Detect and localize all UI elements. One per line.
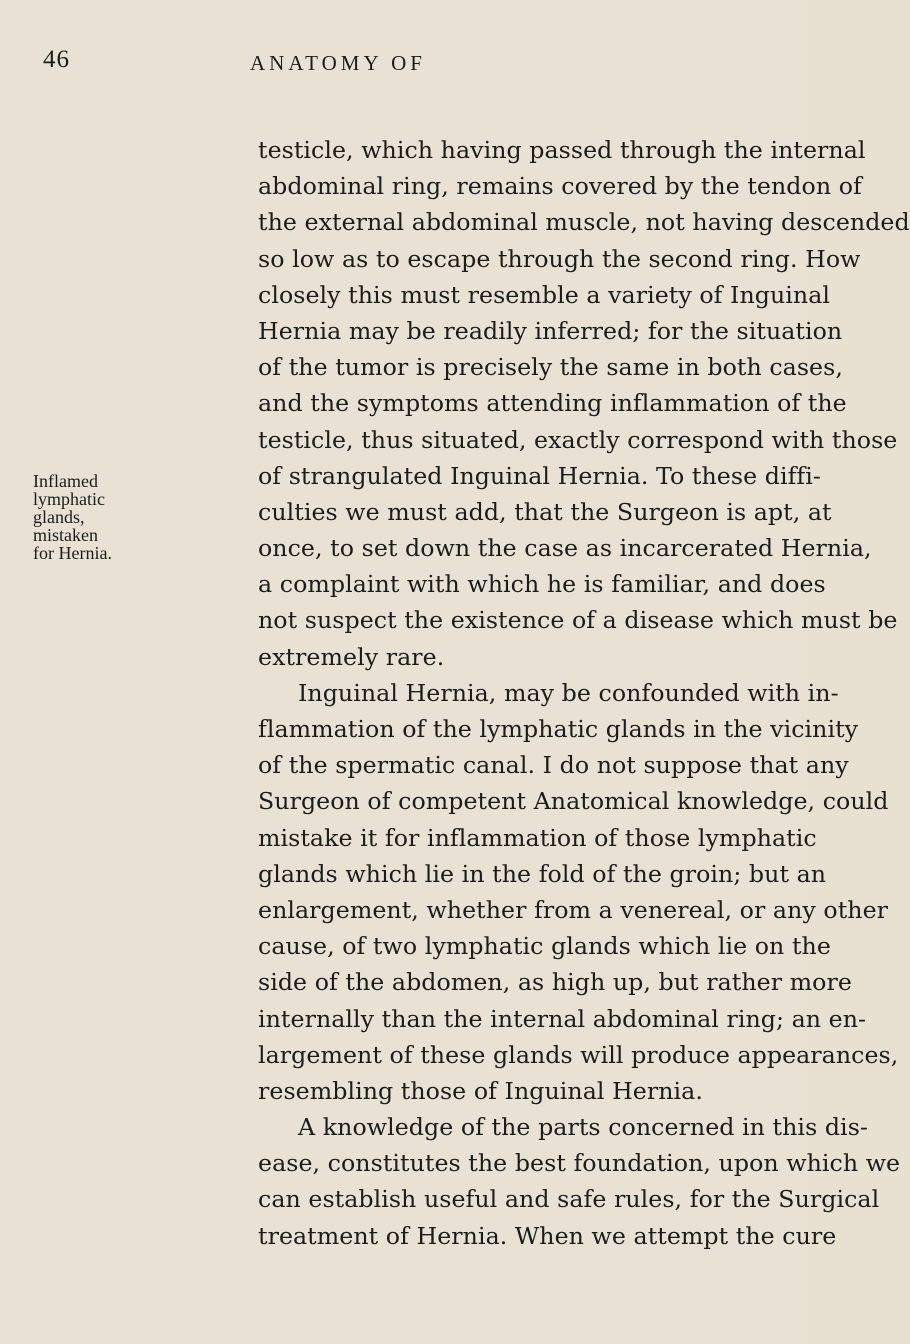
text-line: of the tumor is precisely the same in both cases,	[258, 353, 843, 382]
text-line: side of the abdomen, as high up, but rather more	[258, 968, 852, 997]
text-line: Inguinal Hernia, may be confounded with in-	[298, 678, 839, 707]
text-line: testicle, which having passed through the internal	[258, 136, 866, 164]
text-line: abdominal ring, remains covered by the tendon of	[258, 172, 862, 201]
text-line: and the symptoms attending inflammation of the	[258, 389, 847, 418]
margin-note-line: lymphatic	[33, 489, 105, 509]
text-line: Hernia may be readily inferred; for the situation	[258, 316, 843, 345]
text-line: can establish useful and safe rules, for the Surgical	[258, 1185, 880, 1214]
margin-note	[33, 472, 233, 562]
text-line: glands which lie in the fold of the groin; but an	[258, 859, 827, 888]
text-line: so low as to escape through the second ring. How	[258, 244, 861, 273]
text-line: once, to set down the case as incarcerated Hernia,	[258, 534, 872, 563]
body-text	[258, 132, 910, 1254]
text-line: testicle, thus situated, exactly correspond with those	[258, 425, 898, 454]
text-line: of strangulated Inguinal Hernia. To these diffi-	[258, 461, 821, 490]
text-line: culties we must add, that the Surgeon is apt, at	[258, 497, 832, 526]
page-number: 46	[43, 46, 70, 73]
text-line: resembling those of Inguinal Hernia.	[258, 1076, 703, 1105]
text-line: extremely rare.	[258, 642, 445, 671]
text-line: cause, of two lymphatic glands which lie on the	[258, 932, 831, 961]
running-head: ANATOMY OF	[250, 51, 426, 75]
text-line: treatment of Hernia. When we attempt the cure	[258, 1221, 837, 1250]
text-line: internally than the internal abdominal ring; an en-	[258, 1004, 867, 1033]
text-line: A knowledge of the parts concerned in this dis-	[298, 1113, 868, 1142]
text-line: largement of these glands will produce appearances,	[258, 1040, 899, 1069]
text-line: ease, constitutes the best foundation, upon which we	[258, 1149, 901, 1178]
margin-note-line: for Hernia.	[33, 543, 112, 563]
text-line: of the spermatic canal. I do not suppose that any	[258, 751, 849, 780]
text-line: a complaint with which he is familiar, and does	[258, 570, 826, 599]
margin-note-line: mistaken	[33, 525, 98, 545]
text-line: closely this must resemble a variety of Inguinal	[258, 280, 831, 309]
text-line: Surgeon of competent Anatomical knowledge, could	[258, 787, 889, 816]
text-line: the external abdominal muscle, not having descended	[258, 208, 910, 237]
text-line: mistake it for inflammation of those lymphatic	[258, 823, 817, 852]
text-line: not suspect the existence of a disease which must be	[258, 606, 898, 635]
text-line: enlargement, whether from a venereal, or any other	[258, 895, 889, 924]
margin-note-line: glands,	[33, 507, 85, 527]
margin-note-line: Inflamed	[33, 471, 98, 491]
text-line: flammation of the lymphatic glands in the vicinity	[258, 715, 859, 743]
